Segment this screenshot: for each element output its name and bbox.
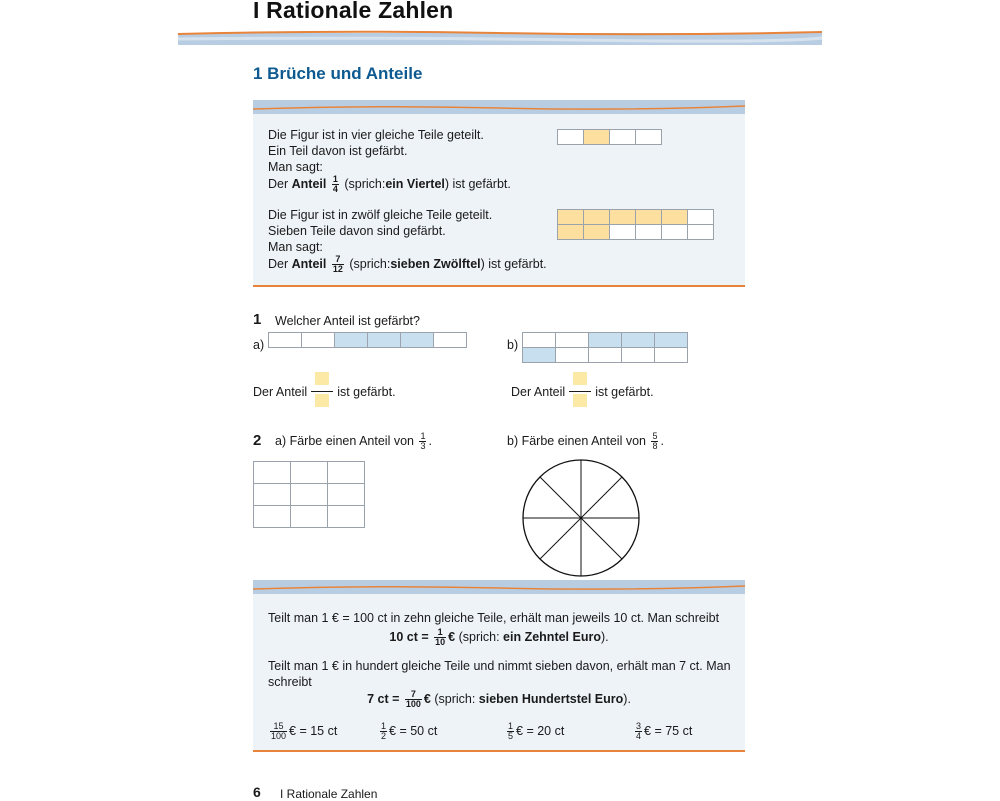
grid-cell: [254, 484, 291, 506]
grid-cell-filled: [636, 210, 662, 225]
grid-cell-filled: [589, 333, 622, 348]
grid-cell: [434, 333, 467, 348]
exercise-number: 2: [253, 432, 262, 449]
fraction: $\frac{1}{5}$: [508, 721, 514, 741]
info-definition-line: Der Anteil $\frac{7}{12}$ (sprich:sieben Zwölftel) ist gefärbt.: [268, 254, 547, 274]
answer-line-b: Der Anteil ist gefärbt.: [511, 372, 654, 411]
running-title: I Rationale Zahlen: [280, 787, 378, 801]
subtask-label: b): [507, 338, 519, 352]
grid-cell: [328, 462, 365, 484]
page-number: 6: [253, 784, 261, 800]
grid-cell-filled: [558, 210, 584, 225]
info-box-stripe: [253, 580, 745, 594]
exercise-2b-prompt: b) Färbe einen Anteil von $\frac{5}{8}$ .: [507, 431, 664, 451]
info-text: Die Figur ist in vier gleiche Teile geteilt.: [268, 128, 484, 142]
grid-cell: [688, 225, 714, 240]
info-text: Man sagt:: [268, 240, 323, 254]
grid-cell: [328, 484, 365, 506]
info-block-a: [268, 127, 558, 194]
numerator-input[interactable]: [573, 372, 587, 385]
fraction: $\frac{7}{100}$: [405, 689, 421, 709]
exercise-number: 1: [253, 311, 262, 328]
fraction: $\frac{15}{100}$: [271, 721, 287, 741]
grid-cell: [688, 210, 714, 225]
grid-cell-filled: [622, 333, 655, 348]
info-box-stripe: [253, 100, 745, 114]
grid-cell: [556, 333, 589, 348]
grid-cell: [610, 225, 636, 240]
grid-cell: [302, 333, 335, 348]
info-definition-line: Der Anteil $\frac{1}{4}$ (sprich:ein Viertel) ist gefärbt.: [268, 174, 511, 194]
euro-example: $\frac{1}{2}$ € = 50 ct: [381, 721, 438, 741]
info-text: Ein Teil davon ist gefärbt.: [268, 144, 408, 158]
euro-example: $\frac{3}{4}$ € = 75 ct: [636, 721, 693, 741]
grid-cell: [622, 348, 655, 363]
grid-cell: [523, 333, 556, 348]
grid-cell-filled: [662, 210, 688, 225]
euro-example: $\frac{1}{5}$ € = 20 ct: [508, 721, 565, 741]
grid-cell: [291, 484, 328, 506]
denominator-input[interactable]: [315, 394, 329, 407]
grid-cell-filled: [584, 210, 610, 225]
fraction: $\frac{1}{3}$: [420, 431, 426, 451]
info-text: Man sagt:: [268, 160, 323, 174]
grid-cell-filled: [401, 333, 434, 348]
chapter-title: I Rationale Zahlen: [253, 0, 454, 23]
info-text: Die Figur ist in zwölf gleiche Teile geteilt.: [268, 208, 493, 222]
section-title: 1 Brüche und Anteile: [253, 64, 423, 83]
numerator-input[interactable]: [315, 372, 329, 385]
fraction: $\frac{1}{10}$: [435, 627, 446, 647]
grid-cell: [558, 130, 584, 145]
grid-cell-filled: [655, 333, 688, 348]
grid-cell-filled: [558, 225, 584, 240]
euro-paragraph-1: Teilt man 1 € = 100 ct in zehn gleiche Teile, erhält man jeweils 10 ct. Man schreibt: [268, 611, 720, 625]
grid-cell: [589, 348, 622, 363]
fraction: $\frac{1}{2}$: [381, 721, 387, 741]
fraction: $\frac{7}{12}$: [332, 254, 343, 274]
euro-formula-1: 10 ct = $\frac{1}{10}$ € (sprich: ein Zehntel Euro).: [389, 627, 609, 647]
grid-cell: [291, 506, 328, 528]
grid-cell-filled: [584, 130, 610, 145]
figure-exercise-1b[interactable]: [522, 332, 688, 363]
info-text: Sieben Teile davon sind gefärbt.: [268, 224, 446, 238]
grid-cell-filled: [368, 333, 401, 348]
grid-cell: [610, 130, 636, 145]
info-box-definition: [253, 100, 745, 287]
grid-cell-filled: [610, 210, 636, 225]
euro-example: $\frac{15}{100}$ € = 15 ct: [271, 721, 338, 741]
grid-cell: [328, 506, 365, 528]
grid-cell: [291, 462, 328, 484]
figure-exercise-1a[interactable]: [268, 332, 467, 348]
figure-exercise-2a-grid[interactable]: [253, 461, 365, 528]
answer-fraction: [569, 372, 591, 411]
euro-paragraph-2: Teilt man 1 € in hundert gleiche Teile und nimmt sieben davon, erhält man 7 ct. Man schreibt: [268, 659, 731, 689]
grid-cell: [636, 130, 662, 145]
exercise-2a-prompt: a) Färbe einen Anteil von $\frac{1}{3}$ .: [275, 431, 432, 451]
grid-cell: [254, 462, 291, 484]
grid-cell: [636, 225, 662, 240]
answer-fraction: [311, 372, 333, 411]
info-block-b: [268, 207, 563, 274]
grid-cell-filled: [335, 333, 368, 348]
info-box-euro: [253, 580, 745, 752]
euro-formula-2: 7 ct = $\frac{7}{100}$ € (sprich: sieben Hundertstel Euro).: [367, 689, 631, 709]
grid-cell-filled: [523, 348, 556, 363]
answer-line-a: Der Anteil ist gefärbt.: [253, 372, 396, 411]
denominator-input[interactable]: [573, 394, 587, 407]
figure-exercise-2b-circle[interactable]: [521, 458, 641, 578]
subtask-label: a): [253, 338, 265, 352]
fraction: $\frac{5}{8}$: [652, 431, 658, 451]
exercise-prompt: Welcher Anteil ist gefärbt?: [275, 314, 420, 328]
grid-cell: [254, 506, 291, 528]
chapter-header-band: [178, 30, 822, 46]
grid-cell: [662, 225, 688, 240]
fraction: $\frac{1}{4}$: [332, 174, 338, 194]
fraction: $\frac{3}{4}$: [636, 721, 642, 741]
figure-four-parts: [557, 129, 662, 145]
grid-cell: [269, 333, 302, 348]
grid-cell: [655, 348, 688, 363]
grid-cell: [556, 348, 589, 363]
grid-cell-filled: [584, 225, 610, 240]
figure-twelve-parts: [557, 209, 714, 240]
